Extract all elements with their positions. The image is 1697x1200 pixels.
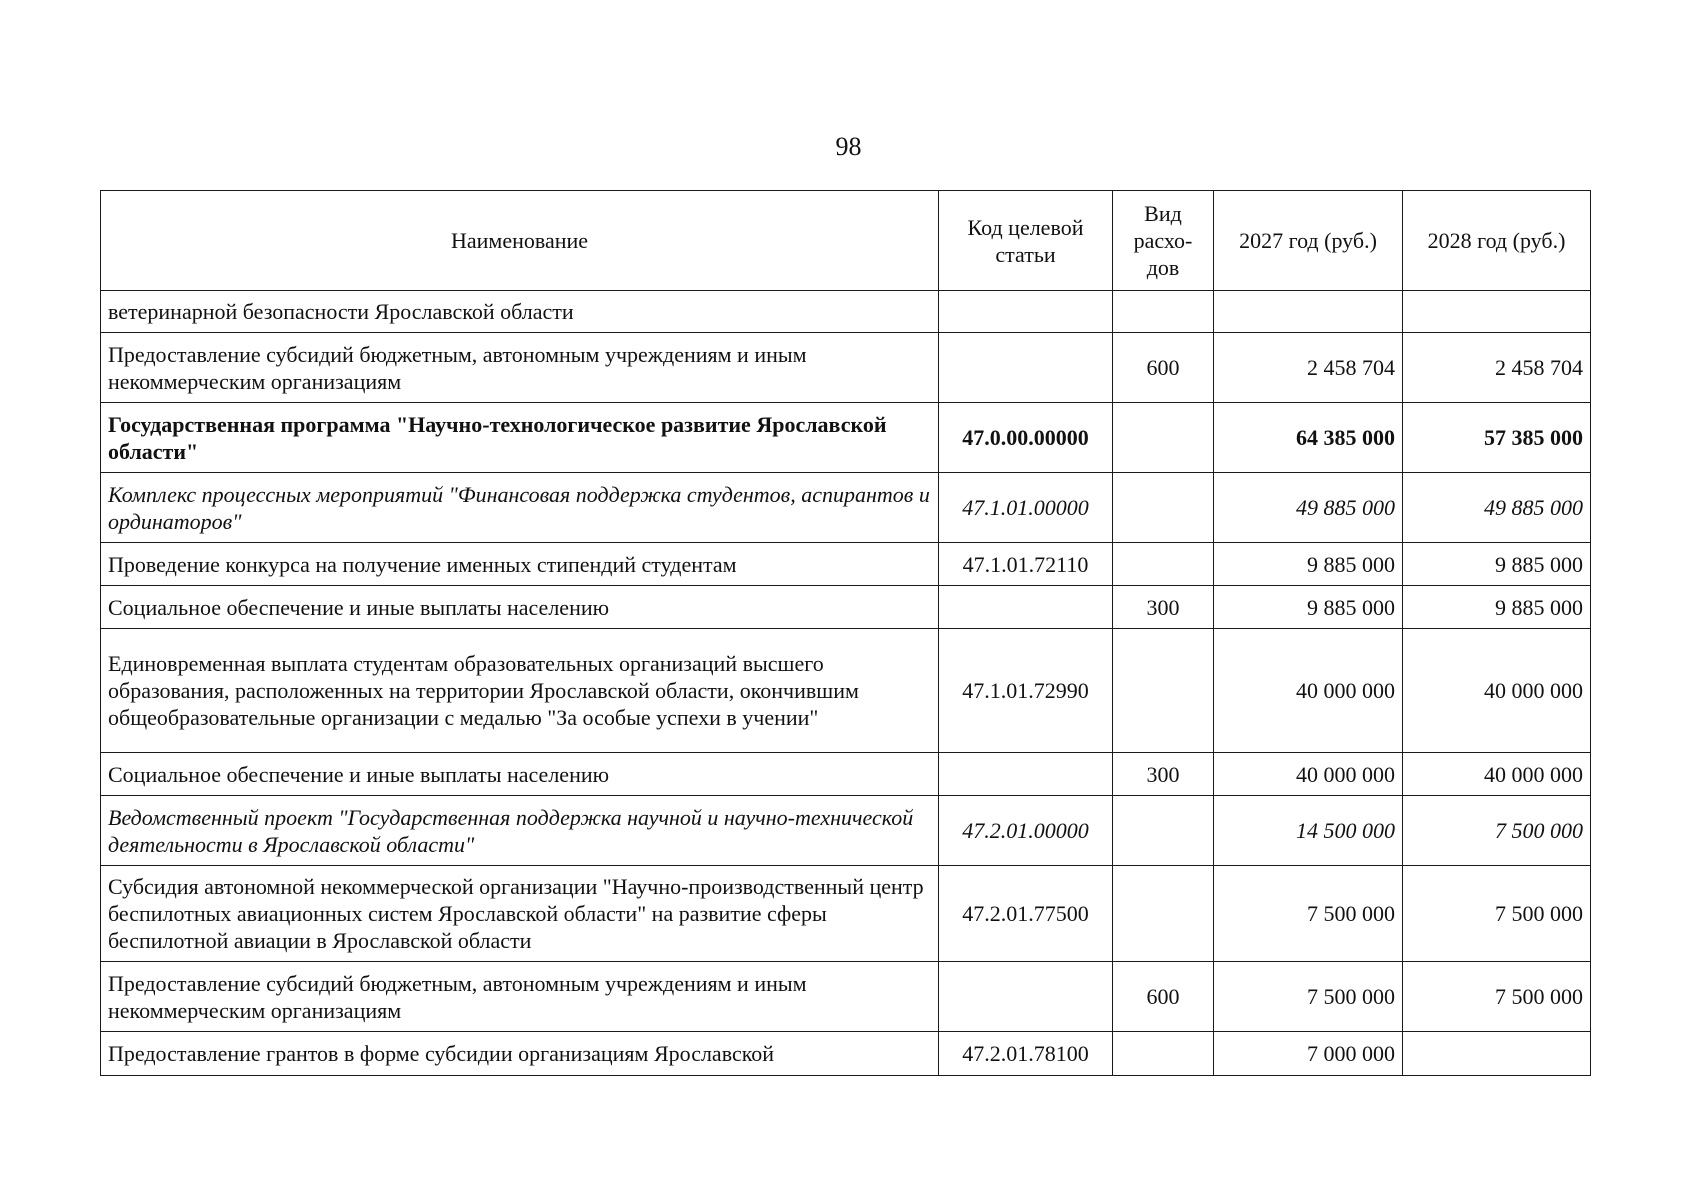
table-header-row: [101, 191, 1591, 291]
table-row: [101, 543, 1591, 586]
cell-2028: 40 000 000: [1403, 753, 1591, 796]
cell-2028: 49 885 000: [1403, 473, 1591, 543]
table-row: [101, 586, 1591, 629]
cell-2028: [1403, 1032, 1591, 1076]
cell-kind: 300: [1113, 753, 1214, 796]
cell-name: Ведомственный проект "Государственная поддержка научной и научно-технической деятельности в Ярославской области": [101, 796, 939, 866]
column-header-name: Наименование: [101, 191, 939, 291]
cell-code: 47.1.01.72990: [939, 629, 1113, 753]
column-header-2028: 2028 год (руб.): [1403, 191, 1591, 291]
cell-2028: 40 000 000: [1403, 629, 1591, 753]
cell-2028: 9 885 000: [1403, 586, 1591, 629]
table-row-project: [101, 796, 1591, 866]
cell-code: [939, 291, 1113, 333]
cell-name: ветеринарной безопасности Ярославской области: [101, 291, 939, 333]
cell-kind: 300: [1113, 586, 1214, 629]
cell-code: 47.2.01.00000: [939, 796, 1113, 866]
cell-name: Предоставление субсидий бюджетным, автономным учреждениям и иным некоммерческим организациям: [101, 333, 939, 403]
cell-kind: 600: [1113, 962, 1214, 1032]
cell-kind: [1113, 473, 1214, 543]
cell-2028: 7 500 000: [1403, 962, 1591, 1032]
cell-name: Предоставление субсидий бюджетным, автономным учреждениям и иным некоммерческим организациям: [101, 962, 939, 1032]
cell-kind: [1113, 629, 1214, 753]
cell-name: Субсидия автономной некоммерческой организации "Научно-производственный центр беспилотных авиационных систем Ярославской области" на развитие сферы беспилотной авиации в Ярославской области: [101, 866, 939, 962]
cell-name: Предоставление грантов в форме субсидии организациям Ярославской: [101, 1032, 939, 1076]
cell-kind: [1113, 403, 1214, 473]
cell-2027: 7 500 000: [1214, 866, 1403, 962]
cell-2027: 64 385 000: [1214, 403, 1403, 473]
cell-kind: [1113, 291, 1214, 333]
cell-2027: [1214, 291, 1403, 333]
cell-2027: 9 885 000: [1214, 586, 1403, 629]
cell-code: [939, 333, 1113, 403]
cell-code: [939, 962, 1113, 1032]
cell-2028: 7 500 000: [1403, 796, 1591, 866]
cell-code: [939, 753, 1113, 796]
table-row: [101, 333, 1591, 403]
cell-name: Единовременная выплата студентам образовательных организаций высшего образования, расположенных на территории Ярославской области, окончившим общеобразовательные организации с медалью "За особые успехи в учении": [101, 629, 939, 753]
cell-code: 47.2.01.78100: [939, 1032, 1113, 1076]
cell-2027: 49 885 000: [1214, 473, 1403, 543]
cell-code: 47.1.01.72110: [939, 543, 1113, 586]
cell-2027: 7 500 000: [1214, 962, 1403, 1032]
table-row: [101, 753, 1591, 796]
table-row-program: [101, 403, 1591, 473]
cell-code: 47.0.00.00000: [939, 403, 1113, 473]
cell-kind: [1113, 866, 1214, 962]
cell-name: Социальное обеспечение и иные выплаты населению: [101, 586, 939, 629]
cell-name: Государственная программа "Научно-технологическое развитие Ярославской области": [101, 403, 939, 473]
cell-code: 47.1.01.00000: [939, 473, 1113, 543]
budget-table: [100, 190, 1591, 1076]
table-row: [101, 291, 1591, 333]
cell-code: 47.2.01.77500: [939, 866, 1113, 962]
cell-kind: [1113, 796, 1214, 866]
cell-kind: [1113, 1032, 1214, 1076]
cell-code: [939, 586, 1113, 629]
table-row: [101, 629, 1591, 753]
page-number: 98: [835, 132, 862, 161]
column-header-code: Код целевой статьи: [939, 191, 1113, 291]
table-row-complex: [101, 473, 1591, 543]
cell-2027: 40 000 000: [1214, 629, 1403, 753]
cell-2027: 9 885 000: [1214, 543, 1403, 586]
column-header-2027: 2027 год (руб.): [1214, 191, 1403, 291]
cell-2028: 2 458 704: [1403, 333, 1591, 403]
cell-2028: 9 885 000: [1403, 543, 1591, 586]
table-row: [101, 1032, 1591, 1076]
cell-2027: 40 000 000: [1214, 753, 1403, 796]
cell-2027: 14 500 000: [1214, 796, 1403, 866]
cell-2028: 57 385 000: [1403, 403, 1591, 473]
table-row: [101, 962, 1591, 1032]
table-row: [101, 866, 1591, 962]
cell-name: Социальное обеспечение и иные выплаты населению: [101, 753, 939, 796]
cell-2027: 7 000 000: [1214, 1032, 1403, 1076]
cell-kind: [1113, 543, 1214, 586]
cell-2027: 2 458 704: [1214, 333, 1403, 403]
cell-name: Комплекс процессных мероприятий "Финансовая поддержка студентов, аспирантов и ординаторов": [101, 473, 939, 543]
cell-2028: [1403, 291, 1591, 333]
column-header-kind: Вид расхо-дов: [1113, 191, 1214, 291]
cell-kind: 600: [1113, 333, 1214, 403]
cell-2028: 7 500 000: [1403, 866, 1591, 962]
cell-name: Проведение конкурса на получение именных стипендий студентам: [101, 543, 939, 586]
